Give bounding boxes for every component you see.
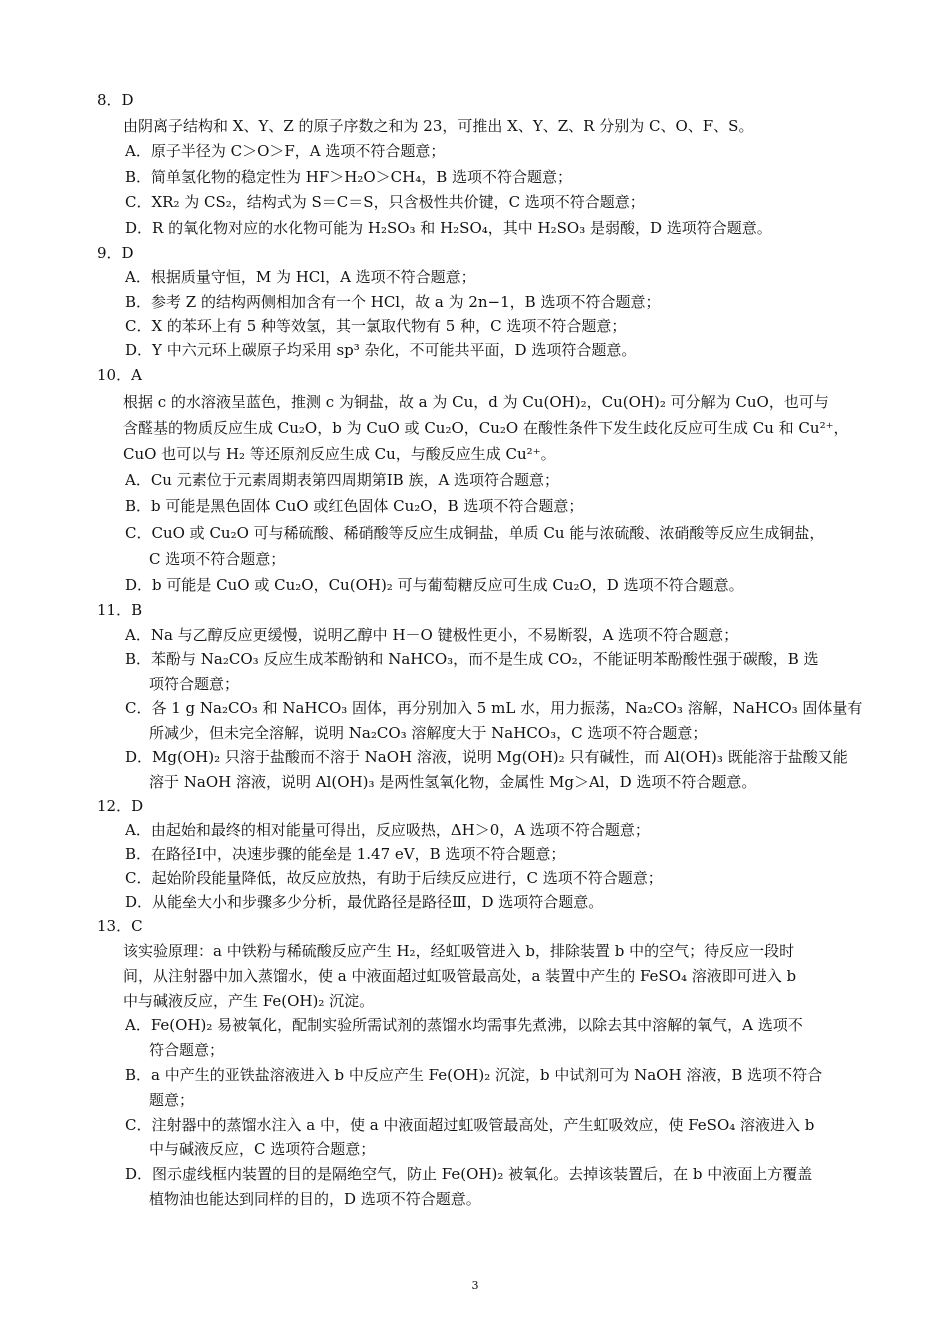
answer-option-line: C．起始阶段能量降低，故反应放热，有助于后续反应进行，C 选项不符合题意；	[125, 869, 663, 888]
answer-option-line: B．简单氢化物的稳定性为 HF＞H₂O＞CH₄，B 选项不符合题意；	[125, 167, 573, 186]
continuation-line: C 选项不符合题意；	[149, 549, 286, 568]
question-block	[97, 88, 867, 241]
answer-option-line: D．Mg(OH)₂ 只溶于盐酸而不溶于 NaOH 溶液，说明 Mg(OH)₂ 只有碱性，而 Al(OH)₃ 既能溶于盐酸又能	[125, 748, 848, 767]
continuation-line: 所减少，但未完全溶解，说明 Na₂CO₃ 溶解度大于 NaHCO₃，C 选项不符合题意；	[149, 723, 708, 742]
answer-option-line: A．根据质量守恒，M 为 HCl，A 选项不符合题意；	[125, 268, 476, 287]
answer-option-line: A．原子半径为 C＞O＞F，A 选项不符合题意；	[125, 142, 446, 160]
explanation-line: 中与碱液反应，产生 Fe(OH)₂ 沉淀。	[123, 991, 375, 1010]
answer-option-line: A．Na 与乙醇反应更缓慢，说明乙醇中 H－O 键极性更小，不易断裂，A 选项不符合题意；	[125, 625, 739, 644]
answer-option-line: B．b 可能是黑色固体 CuO 或红色固体 Cu₂O，B 选项不符合题意；	[125, 497, 584, 516]
question-block	[97, 794, 867, 914]
answer-option-line: A．由起始和最终的相对能量可得出，反应吸热，ΔH＞0，A 选项不符合题意；	[125, 821, 650, 840]
answer-option-line: C．各 1 g Na₂CO₃ 和 NaHCO₃ 固体，再分别加入 5 mL 水，用力振荡，Na₂CO₃ 溶解，NaHCO₃ 固体量有	[125, 699, 863, 718]
continuation-line: 植物油也能达到同样的目的，D 选项不符合题意。	[149, 1190, 481, 1209]
question-answer-heading: 10．A	[97, 366, 142, 385]
answer-option-line: D．b 可能是 CuO 或 Cu₂O，Cu(OH)₂ 可与葡萄糖反应可生成 Cu₂O，D 选项不符合题意。	[125, 576, 744, 595]
answer-option-line: C．X 的苯环上有 5 种等效氢，其一氯取代物有 5 种，C 选项不符合题意；	[125, 316, 627, 335]
answer-option-line: A．Cu 元素位于元素周期表第四周期第ⅠB 族，A 选项符合题意；	[125, 471, 560, 490]
answer-option-line: D．Y 中六元环上碳原子均采用 sp³ 杂化，不可能共平面，D 选项符合题意。	[125, 341, 637, 360]
question-block	[97, 598, 867, 794]
continuation-line: 中与碱液反应，C 选项符合题意；	[149, 1140, 376, 1159]
question-answer-heading: 9．D	[97, 244, 134, 262]
question-answer-heading: 13．C	[97, 917, 143, 936]
answer-option-line: D．图示虚线框内装置的目的是隔绝空气，防止 Fe(OH)₂ 被氧化。去掉该装置后，在 b 中液面上方覆盖	[125, 1165, 813, 1184]
continuation-line: 溶于 NaOH 溶液，说明 Al(OH)₃ 是两性氢氧化物，金属性 Mg＞Al，D 选项不符合题意。	[149, 772, 757, 791]
answer-option-line: A．Fe(OH)₂ 易被氧化，配制实验所需试剂的蒸馏水均需事先煮沸，以除去其中溶解的氧气，A 选项不	[125, 1016, 803, 1035]
answer-option-line: B．在路径Ⅰ中，决速步骤的能垒是 1.47 eV，B 选项不符合题意；	[125, 845, 566, 864]
question-block	[97, 914, 867, 1212]
answer-option-line: D．R 的氧化物对应的水化物可能为 H₂SO₃ 和 H₂SO₄，其中 H₂SO₃ 是弱酸，D 选项符合题意。	[125, 218, 772, 237]
answer-option-line: D．从能垒大小和步骤多少分析，最优路径是路径Ⅲ，D 选项符合题意。	[125, 893, 604, 912]
explanation-line: 该实验原理：a 中铁粉与稀硫酸反应产生 H₂，经虹吸管进入 b，排除装置 b 中的空气；待反应一段时	[123, 942, 795, 961]
explanation-line: 由阴离子结构和 X、Y、Z 的原子序数之和为 23，可推出 X、Y、Z、R 分别为 C、O、F、S。	[123, 116, 754, 135]
explanation-line: CuO 也可以与 H₂ 等还原剂反应生成 Cu，与酸反应生成 Cu²⁺。	[123, 445, 556, 464]
page-number: 3	[471, 1279, 479, 1292]
continuation-line: 符合题意；	[149, 1041, 225, 1060]
question-answer-heading: 12．D	[97, 797, 144, 816]
answer-option-line: C．CuO 或 Cu₂O 可与稀硫酸、稀硝酸等反应生成铜盐，单质 Cu 能与浓硫酸、浓硝酸等反应生成铜盐，	[125, 523, 825, 542]
explanation-line: 间，从注射器中加入蒸馏水，使 a 中液面超过虹吸管最高处，a 装置中产生的 FeSO₄ 溶液即可进入 b	[123, 966, 797, 985]
answer-option-line: B．a 中产生的亚铁盐溶液进入 b 中反应产生 Fe(OH)₂ 沉淀，b 中试剂可为 NaOH 溶液，B 选项不符合	[125, 1066, 823, 1085]
question-block	[97, 362, 867, 598]
continuation-line: 项符合题意；	[149, 674, 240, 693]
continuation-line: 题意；	[149, 1090, 195, 1109]
explanation-line: 根据 c 的水溶液呈蓝色，推测 c 为铜盐，故 a 为 Cu，d 为 Cu(OH)₂，Cu(OH)₂ 可分解为 CuO，也可与	[123, 392, 829, 411]
answer-option-line: C．XR₂ 为 CS₂，结构式为 S＝C＝S，只含极性共价键，C 选项不符合题意；	[125, 193, 645, 211]
answer-option-line: C．注射器中的蒸馏水注入 a 中，使 a 中液面超过虹吸管最高处，产生虹吸效应，使 FeSO₄ 溶液进入 b	[125, 1115, 815, 1134]
explanation-line: 含醛基的物质反应生成 Cu₂O，b 为 CuO 或 Cu₂O，Cu₂O 在酸性条件下发生歧化反应可生成 Cu 和 Cu²⁺，	[123, 418, 849, 437]
question-answer-heading: 8．D	[97, 91, 134, 109]
answer-option-line: B．参考 Z 的结构两侧相加含有一个 HCl，故 a 为 2n−1，B 选项不符合题意；	[125, 292, 661, 311]
question-answer-heading: 11．B	[97, 601, 143, 620]
question-block	[97, 241, 867, 362]
answer-explanations	[97, 88, 867, 1212]
answer-option-line: B．苯酚与 Na₂CO₃ 反应生成苯酚钠和 NaHCO₃，而不是生成 CO₂，不能证明苯酚酸性强于碳酸，B 选	[125, 650, 819, 669]
